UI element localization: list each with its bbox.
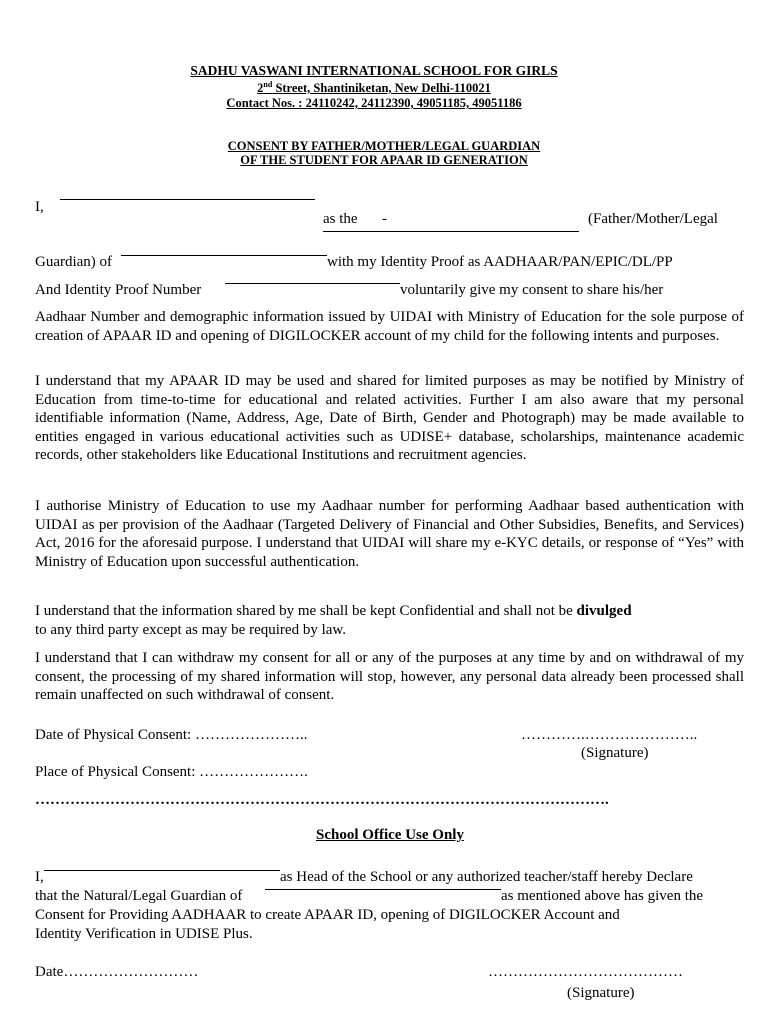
identity-number-field[interactable] — [225, 283, 400, 284]
office-signature-caption: (Signature) — [567, 985, 635, 1001]
child-name-field[interactable] — [121, 255, 327, 256]
guardian-name-field[interactable] — [265, 889, 501, 890]
signature-caption: (Signature) — [581, 745, 649, 761]
head-name-field[interactable] — [44, 870, 280, 871]
parent-name-field[interactable] — [60, 199, 315, 200]
form-title-line2: OF THE STUDENT FOR APAAR ID GENERATION — [240, 153, 528, 167]
relation-dash: - — [382, 211, 387, 227]
signature-line[interactable]: ………….………………….. — [521, 727, 698, 743]
as-head-text: as Head of the School or any authorized teacher/staff hereby Declare — [280, 869, 693, 885]
office-signature-line[interactable]: ………………………………… — [488, 964, 683, 980]
office-line-4: Identity Verification in UDISE Plus. — [35, 926, 253, 942]
consent-paragraph-4: I understand that the information shared by me shall be kept Confidential and shall not be divulged to any third party except as may be required by law. — [35, 603, 632, 638]
identity-number-label: And Identity Proof Number — [35, 282, 202, 298]
consent-paragraph-2: I understand that my APAAR ID may be used and shared for limited purposes as may be notified by Ministry of Education from time-to-time for educational and related activities. Further I am also aware that my personal identifiable information (Name, Address, Age, Date of Birth, Gender and Photograph) may be made available to entities engaged in various educational activities such as UDISE+ database, scholarships, maintenance academic records, other stakeholders like Educational Institutions and recruitment agencies. — [35, 373, 744, 463]
school-name: SADHU VASWANI INTERNATIONAL SCHOOL FOR GIRLS — [190, 63, 558, 78]
school-address: 2nd Street, Shantiniketan, New Delhi-110021 — [257, 80, 491, 96]
father-mother-legal-label: (Father/Mother/Legal — [588, 211, 718, 227]
as-mentioned-text: as mentioned above has given the — [501, 888, 704, 904]
consent-paragraph-1: Aadhaar Number and demographic information issued by UIDAI with Ministry of Education for the sole purpose of creation of APAAR ID and opening of DIGILOCKER account of my child for the following intents and purposes. — [35, 309, 744, 344]
section-divider: ……………………………………………………………………………………………………. — [35, 792, 609, 808]
school-contact: Contact Nos. : 24110242, 24112390, 49051185, 49051186 — [226, 96, 522, 110]
office-line-3: Consent for Providing AADHAAR to create APAAR ID, opening of DIGILOCKER Account and — [35, 907, 620, 923]
office-i-label: I, — [35, 869, 44, 885]
place-of-consent-field[interactable]: Place of Physical Consent: …………………. — [35, 764, 308, 780]
office-date-field[interactable]: Date……………………… — [35, 964, 199, 980]
relation-field[interactable] — [323, 231, 579, 232]
identity-proof-label: with my Identity Proof as AADHAAR/PAN/EPIC/DL/PP — [327, 254, 673, 270]
guardian-of-label: Guardian) of — [35, 254, 113, 270]
natural-guardian-label: that the Natural/Legal Guardian of — [35, 888, 243, 904]
consent-paragraph-3: I authorise Ministry of Education to use my Aadhaar number for performing Aadhaar based authentication with UIDAI as per provision of the Aadhaar (Targeted Delivery of Financial and Other Subsidies, Benefits, and Services) Act, 2016 for the aforesaid purpose. I understand that UIDAI will share my e-KYC details, or response of “Yes” with Ministry of Education upon successful authentication. — [35, 498, 744, 570]
voluntarily-text: voluntarily give my consent to share his/her — [400, 282, 664, 298]
consent-paragraph-5: I understand that I can withdraw my consent for all or any of the purposes at any time by and on withdrawal of my consent, the processing of my shared information will stop, however, any personal data already been processed shall remain unaffected on such withdrawal of consent. — [35, 650, 744, 703]
as-the-label: as the — [323, 211, 358, 227]
consent-i-label: I, — [35, 199, 44, 215]
date-of-consent-field[interactable]: Date of Physical Consent: ………………….. — [35, 727, 308, 743]
form-title-line1: CONSENT BY FATHER/MOTHER/LEGAL GUARDIAN — [227, 139, 541, 153]
office-use-title: School Office Use Only — [316, 827, 464, 843]
